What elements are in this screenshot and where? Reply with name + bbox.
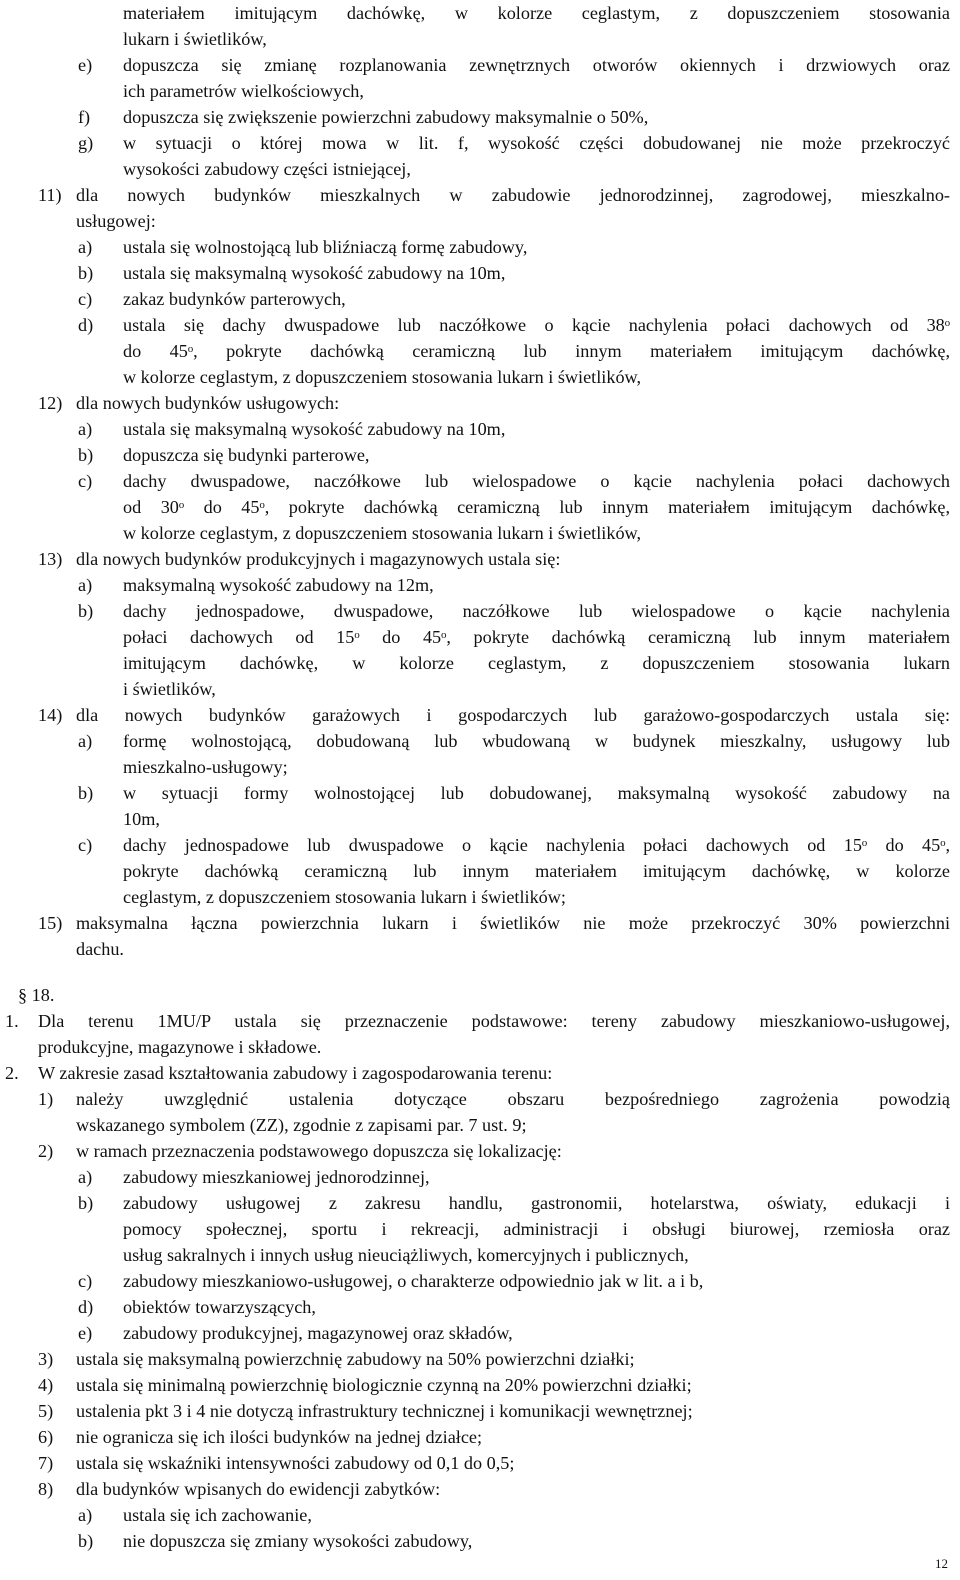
line-text: połaci dachowych od 15ᵒ do 45ᵒ, pokryte dachówką ceramiczną lub innym materiałem <box>123 627 950 647</box>
list-marker: c) <box>78 289 93 309</box>
text-line <box>0 1112 960 1138</box>
line-text: dachy jednospadowe lub dwuspadowe o kącie nachylenia połaci dachowych od 15ᵒ do 45ᵒ, <box>123 835 950 855</box>
line-text: zabudowy mieszkaniowej jednorodzinnej, <box>123 1167 430 1187</box>
line-text: dla budynków wpisanych do ewidencji zabytków: <box>76 1479 441 1499</box>
list-marker: b) <box>78 783 94 803</box>
line-text: ustalenia pkt 3 i 4 nie dotyczą infrastruktury technicznej i komunikacji wewnętrznej; <box>76 1401 693 1421</box>
line-text: imitującym dachówkę, w kolorze ceglastym, z dopuszczeniem stosowania lukarn <box>123 653 950 673</box>
text-line <box>0 1528 960 1554</box>
text-line <box>0 130 960 156</box>
text-line <box>0 1060 960 1086</box>
list-marker: 7) <box>38 1453 54 1473</box>
text-line <box>0 104 960 130</box>
list-marker: 2) <box>38 1141 54 1161</box>
line-text: zabudowy usługowej z zakresu handlu, gastronomii, hotelarstwa, oświaty, edukacji i <box>123 1193 950 1213</box>
line-text: ich parametrów wielkościowych, <box>123 81 364 101</box>
list-marker: a) <box>78 419 93 439</box>
text-line <box>0 468 960 494</box>
line-text: do 45ᵒ, pokryte dachówką ceramiczną lub innym materiałem imitującym dachówkę, <box>123 341 950 361</box>
text-line <box>0 728 960 754</box>
line-text: zakaz budynków parterowych, <box>123 289 346 309</box>
line-text: w ramach przeznaczenia podstawowego dopuszcza się lokalizację: <box>76 1141 562 1161</box>
text-line <box>0 0 960 26</box>
text-line <box>0 546 960 572</box>
list-marker: c) <box>78 1271 93 1291</box>
list-marker: a) <box>78 1167 93 1187</box>
text-line <box>0 338 960 364</box>
list-marker: f) <box>78 107 91 127</box>
text-line <box>0 806 960 832</box>
line-text: wysokości zabudowy części istniejącej, <box>123 159 411 179</box>
line-text: zabudowy mieszkaniowo-usługowej, o charakterze odpowiednio jak w lit. a i b, <box>123 1271 704 1291</box>
text-line <box>0 676 960 702</box>
text-line <box>0 982 960 1008</box>
line-text: w sytuacji o której mowa w lit. f, wysokość części dobudowanej nie może przekroczyć <box>123 133 950 153</box>
list-marker: 11) <box>38 185 62 205</box>
text-line <box>0 1138 960 1164</box>
text-line <box>0 182 960 208</box>
line-text: w kolorze ceglastym, z dopuszczeniem stosowania lukarn i świetlików, <box>123 367 642 387</box>
list-marker: b) <box>78 263 94 283</box>
text-line <box>0 1268 960 1294</box>
line-text: dachy dwuspadowe, naczółkowe lub wielospadowe o kącie nachylenia połaci dachowych <box>123 471 950 491</box>
list-marker: a) <box>78 237 93 257</box>
line-text: Dla terenu 1MU/P ustala się przeznaczenie podstawowe: tereny zabudowy mieszkaniowo-usługowej, <box>38 1011 950 1031</box>
line-text: ustala się wskaźniki intensywności zabudowy od 0,1 do 0,5; <box>76 1453 515 1473</box>
line-text: 10m, <box>123 809 160 829</box>
line-text: dla nowych budynków usługowych: <box>76 393 340 413</box>
text-line <box>0 156 960 182</box>
line-text: pomocy społecznej, sportu i rekreacji, administracji i obsługi biurowej, rzemiosła oraz <box>123 1219 950 1239</box>
line-text: nie ogranicza się ich ilości budynków na jednej działce; <box>76 1427 483 1447</box>
line-text: maksymalną wysokość zabudowy na 12m, <box>123 575 434 595</box>
line-text: § 18. <box>18 985 55 1005</box>
list-marker: b) <box>78 445 94 465</box>
list-marker: d) <box>78 1297 94 1317</box>
text-line <box>0 754 960 780</box>
text-line <box>0 494 960 520</box>
text-line <box>0 1190 960 1216</box>
text-line <box>0 390 960 416</box>
list-marker: e) <box>78 55 93 75</box>
list-marker: a) <box>78 575 93 595</box>
text-line <box>0 1372 960 1398</box>
line-text: dachu. <box>76 939 124 959</box>
line-text: dla nowych budynków produkcyjnych i magazynowych ustala się: <box>76 549 561 569</box>
text-line <box>0 702 960 728</box>
text-line <box>0 78 960 104</box>
line-text: obiektów towarzyszących, <box>123 1297 316 1317</box>
text-line <box>0 416 960 442</box>
line-text: pokryte dachówką ceramiczną lub innym materiałem imitującym dachówkę, w kolorze <box>123 861 950 881</box>
text-line <box>0 1294 960 1320</box>
line-text: ustala się wolnostojącą lub bliźniaczą formę zabudowy, <box>123 237 528 257</box>
list-marker: 3) <box>38 1349 54 1369</box>
text-line <box>0 598 960 624</box>
text-line <box>0 520 960 546</box>
line-text: ustala się maksymalną wysokość zabudowy na 10m, <box>123 419 506 439</box>
line-text: w sytuacji formy wolnostojącej lub dobudowanej, maksymalną wysokość zabudowy na <box>123 783 950 803</box>
text-line <box>0 650 960 676</box>
text-line <box>0 1398 960 1424</box>
text-line <box>0 910 960 936</box>
list-marker: b) <box>78 1531 94 1551</box>
list-marker: a) <box>78 1505 93 1525</box>
list-marker: a) <box>78 731 93 751</box>
line-text: mieszkalno-usługowy; <box>123 757 288 777</box>
text-line <box>0 260 960 286</box>
list-marker: 12) <box>38 393 63 413</box>
list-marker: 14) <box>38 705 63 725</box>
line-text: dopuszcza się zwiększenie powierzchni zabudowy maksymalnie o 50%, <box>123 107 649 127</box>
text-line <box>0 52 960 78</box>
line-text: wskazanego symbolem (ZZ), zgodnie z zapisami par. 7 ust. 9; <box>76 1115 527 1135</box>
line-text: usług sakralnych i innych usług nieuciążliwych, komercyjnych i publicznych, <box>123 1245 689 1265</box>
text-line <box>0 832 960 858</box>
text-line <box>0 1242 960 1268</box>
text-line <box>0 1424 960 1450</box>
list-marker: e) <box>78 1323 93 1343</box>
list-marker: b) <box>78 1193 94 1213</box>
line-text: w kolorze ceglastym, z dopuszczeniem stosowania lukarn i świetlików, <box>123 523 642 543</box>
text-line <box>0 208 960 234</box>
text-line <box>0 26 960 52</box>
text-line <box>0 1502 960 1528</box>
list-marker: 13) <box>38 549 63 569</box>
list-marker: 1) <box>38 1089 54 1109</box>
text-line <box>0 312 960 338</box>
line-text: ustala się ich zachowanie, <box>123 1505 312 1525</box>
line-text: ustala się maksymalną wysokość zabudowy na 10m, <box>123 263 506 283</box>
text-line <box>0 1450 960 1476</box>
line-text: materiałem imitującym dachówkę, w kolorze ceglastym, z dopuszczeniem stosowania <box>123 3 950 23</box>
line-text: nie dopuszcza się zmiany wysokości zabudowy, <box>123 1531 473 1551</box>
line-text: zabudowy produkcyjnej, magazynowej oraz składów, <box>123 1323 513 1343</box>
list-marker: d) <box>78 315 94 335</box>
line-text: ustala się maksymalną powierzchnię zabudowy na 50% powierzchni działki; <box>76 1349 635 1369</box>
line-text: maksymalna łączna powierzchnia lukarn i świetlików nie może przekroczyć 30% powierzchni <box>76 913 950 933</box>
line-text: ceglastym, z dopuszczeniem stosowania lukarn i świetlików; <box>123 887 566 907</box>
list-marker: g) <box>78 133 94 153</box>
text-line <box>0 624 960 650</box>
text-line <box>0 286 960 312</box>
line-text: dachy jednospadowe, dwuspadowe, naczółkowe lub wielospadowe o kącie nachylenia <box>123 601 950 621</box>
line-text: dla nowych budynków garażowych i gospodarczych lub garażowo-gospodarczych ustala się: <box>76 705 950 725</box>
text-line <box>0 884 960 910</box>
text-line <box>0 1164 960 1190</box>
list-marker: 4) <box>38 1375 54 1395</box>
line-text: i świetlików, <box>123 679 216 699</box>
list-marker: 5) <box>38 1401 54 1421</box>
text-line <box>0 1476 960 1502</box>
text-line <box>0 442 960 468</box>
line-text: dopuszcza się budynki parterowe, <box>123 445 370 465</box>
text-line <box>0 234 960 260</box>
list-marker: c) <box>78 471 93 491</box>
list-marker: 15) <box>38 913 63 933</box>
text-line <box>0 1320 960 1346</box>
text-line <box>0 1008 960 1034</box>
list-marker: 2. <box>5 1063 19 1083</box>
text-line <box>0 572 960 598</box>
line-text: lukarn i świetlików, <box>123 29 267 49</box>
list-marker: 1. <box>5 1011 19 1031</box>
line-text: dopuszcza się zmianę rozplanowania zewnętrznych otworów okiennych i drzwiowych oraz <box>123 55 950 75</box>
line-text: produkcyjne, magazynowe i składowe. <box>38 1037 322 1057</box>
text-line <box>0 1086 960 1112</box>
line-text: od 30ᵒ do 45ᵒ, pokryte dachówką ceramiczną lub innym materiałem imitującym dachówkę, <box>123 497 950 517</box>
line-text: ustala się dachy dwuspadowe lub naczółkowe o kącie nachylenia połaci dachowych od 38ᵒ <box>123 315 950 335</box>
line-text: usługowej: <box>76 211 156 231</box>
text-line <box>0 858 960 884</box>
text-line <box>0 1034 960 1060</box>
line-text: ustala się minimalną powierzchnię biologicznie czynną na 20% powierzchni działki; <box>76 1375 692 1395</box>
line-text: należy uwzględnić ustalenia dotyczące obszaru bezpośredniego zagrożenia powodzią <box>76 1089 950 1109</box>
text-line <box>0 1216 960 1242</box>
text-line <box>0 936 960 962</box>
list-marker: c) <box>78 835 93 855</box>
line-text: W zakresie zasad kształtowania zabudowy i zagospodarowania terenu: <box>38 1063 553 1083</box>
list-marker: 8) <box>38 1479 54 1499</box>
text-line <box>0 780 960 806</box>
page-number: 12 <box>935 1556 948 1571</box>
list-marker: 6) <box>38 1427 54 1447</box>
list-marker: b) <box>78 601 94 621</box>
line-text: dla nowych budynków mieszkalnych w zabudowie jednorodzinnej, zagrodowej, mieszkalno- <box>76 185 950 205</box>
line-text: formę wolnostojącą, dobudowaną lub wbudowaną w budynek mieszkalny, usługowy lub <box>123 731 950 751</box>
text-line <box>0 364 960 390</box>
text-line <box>0 1346 960 1372</box>
